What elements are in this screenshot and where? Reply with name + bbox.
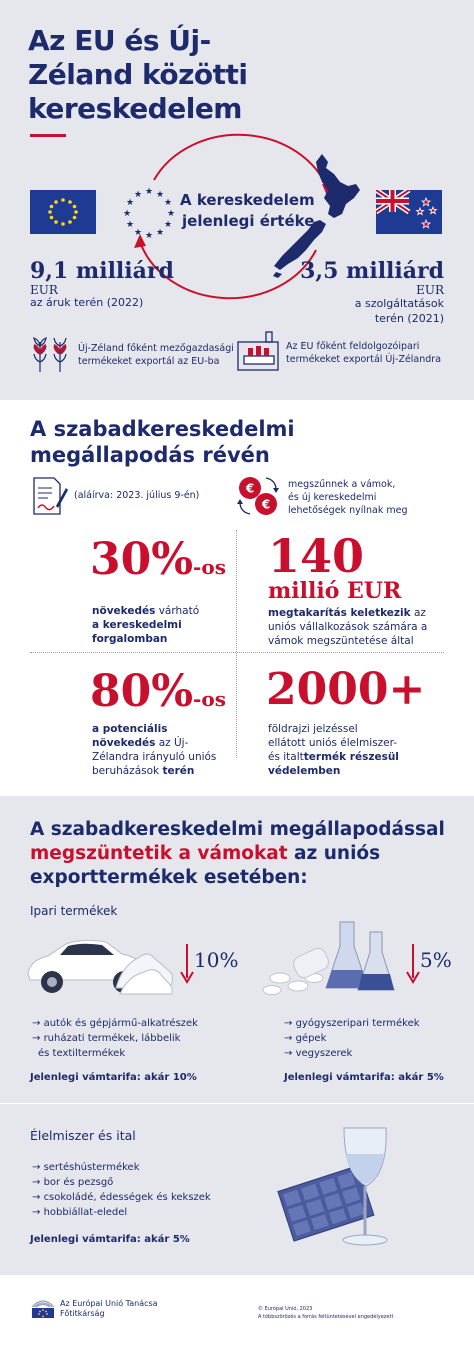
text-line: Főtitkárság (60, 1309, 105, 1318)
horizontal-divider (30, 652, 444, 653)
stat-number: 30% (90, 534, 194, 585)
car-and-shoes-icon (24, 926, 174, 998)
agreement-heading (30, 416, 295, 468)
desc-line: terén (2021) (374, 312, 444, 325)
list-item: → hobbiállat-eledel (32, 1205, 211, 1220)
list-item: → gyógyszeripari termékek (284, 1016, 420, 1031)
savings-stat-unit: millió EUR (268, 578, 402, 604)
text-bold: terén (162, 765, 195, 777)
eu-exports-text (286, 340, 441, 366)
industrial-tariff-pct-right: 5% (420, 948, 452, 972)
left-tariff-label: Jelenlegi vámtarifa: akár 10% (30, 1072, 197, 1083)
trade-growth-stat (90, 534, 226, 586)
text-line: © Európai Unió, 2023 (258, 1306, 313, 1312)
industrial-products-list-left (32, 1016, 198, 1046)
list-item: → autók és gépjármű-alkatrészek (32, 1016, 198, 1031)
eu-flag-icon (30, 190, 96, 234)
signed-document-icon (30, 476, 68, 516)
svg-text:★: ★ (144, 187, 154, 197)
right-tariff-label: Jelenlegi vámtarifa: akár 5% (284, 1072, 444, 1083)
organisation-name (60, 1299, 158, 1319)
text-plain: beruházások (92, 765, 163, 777)
geographical-indications-desc (268, 722, 399, 778)
food-products-list (32, 1160, 211, 1220)
text-bold: megtakarítás keletkezik (268, 607, 411, 619)
goods-trade-desc: az áruk terén (2022) (30, 296, 144, 309)
title-underline (30, 134, 66, 137)
svg-text:€: € (261, 497, 271, 512)
text-line: Az Európai Unió Tanácsa (60, 1299, 158, 1308)
food-drink-section (0, 1103, 474, 1275)
euro-exchange-icon (236, 474, 280, 518)
list-item: → vegyszerek (284, 1046, 420, 1061)
heading-highlight: megszüntetik a vámokat (30, 843, 288, 864)
down-arrow-icon (406, 944, 420, 984)
eu-stars-icon (122, 186, 176, 240)
text-plain: és italt (268, 751, 304, 763)
investment-growth-desc (92, 722, 216, 778)
down-arrow-icon (180, 944, 194, 984)
label-line: A kereskedelem (180, 191, 315, 209)
heading-line: exporttermékek esetében: (30, 867, 308, 888)
text-line: forgalomban (92, 633, 168, 645)
text-line: uniós vállalkozások számára a (268, 621, 428, 633)
tariffs-heading (30, 818, 445, 890)
text-line: termékeket exportál Új-Zélandra (286, 354, 442, 365)
svg-text:★: ★ (163, 198, 173, 208)
tariff-removal-text (288, 478, 408, 517)
signed-date: (aláírva: 2023. július 9-én) (74, 490, 200, 501)
list-item: → sertéshústermékek (32, 1160, 211, 1175)
text-line: termékeket exportál az EU-ba (78, 356, 220, 367)
text-line: megszűnnek a vámok, (288, 479, 396, 490)
goods-trade-unit: EUR (30, 283, 58, 297)
stat-suffix: -os (193, 555, 226, 579)
copyright-text (258, 1305, 393, 1321)
text-line: a kereskedelmi (92, 619, 182, 631)
food-heading: Élelmiszer és ital (30, 1128, 136, 1143)
savings-stat-number: 140 (268, 529, 365, 583)
trade-overview-section (0, 0, 474, 400)
svg-text:★: ★ (144, 231, 154, 240)
trade-value-label (180, 190, 315, 232)
wheat-icon (30, 336, 72, 374)
new-zealand-flag-icon (376, 190, 442, 234)
text-line: ellátott uniós élelmiszer- (268, 737, 398, 749)
text-bold: növekedés (92, 605, 156, 617)
title-line: Az EU és Új- (28, 24, 211, 57)
heading-line: A szabadkereskedelmi megállapodással (30, 819, 445, 840)
svg-text:★: ★ (133, 228, 143, 238)
industrial-products-label: Ipari termékek (30, 904, 118, 918)
text-plain: várható (155, 605, 200, 617)
text-line: és új kereskedelmi (288, 492, 377, 503)
text-line: vámok megszüntetése által (268, 635, 414, 647)
text-line: a potenciális (92, 723, 168, 735)
factory-icon (236, 330, 282, 372)
text-line: védelemben (268, 765, 341, 777)
heading-line: megállapodás révén (30, 443, 270, 467)
stat-number: 80% (90, 666, 194, 717)
council-logo-icon (30, 1297, 56, 1319)
agreement-benefits-section (0, 400, 474, 796)
savings-desc (268, 606, 427, 648)
text-line: földrajzi jelzéssel (268, 723, 358, 735)
svg-text:★: ★ (125, 220, 135, 230)
text-line: Új-Zéland főként mezőgazdasági (78, 343, 234, 354)
stat-suffix: -os (193, 687, 226, 711)
text-line: Az EU főként feldolgozóipari (286, 341, 420, 352)
desc-line: a szolgáltatások (354, 297, 444, 310)
text-line: A többszörözés a forrás feltüntetésével engedélyezett (258, 1314, 394, 1320)
list-item: → ruházati termékek, lábbelik (32, 1031, 198, 1046)
title-line: kereskedelem (28, 92, 242, 125)
svg-text:★: ★ (166, 209, 176, 219)
svg-text:★: ★ (122, 209, 132, 219)
industrial-tariffs-section (0, 796, 474, 1103)
text-plain: az Új- (155, 737, 189, 749)
list-item-continuation: és textiltermékek (38, 1048, 126, 1059)
food-tariff-label: Jelenlegi vámtarifa: akár 5% (30, 1234, 190, 1245)
vertical-divider (236, 530, 237, 758)
geographical-indications-stat: 2000+ (266, 664, 426, 715)
investment-growth-stat (90, 666, 226, 718)
heading-plain: az uniós (287, 843, 381, 864)
pharma-and-chemicals-icon (258, 916, 398, 1000)
nz-exports-text (78, 342, 234, 368)
heading-line: A szabadkereskedelmi (30, 417, 295, 441)
label-line: jelenlegi értéke (182, 212, 315, 230)
services-trade-amount: 3,5 milliárd (300, 258, 444, 284)
services-trade-desc (355, 296, 444, 326)
svg-text:★: ★ (133, 190, 143, 200)
industrial-tariff-pct-left: 10% (194, 948, 239, 972)
svg-text:★: ★ (125, 198, 135, 208)
text-bold: növekedés (92, 737, 156, 749)
text-bold: termék részesül (303, 751, 399, 763)
footer (0, 1275, 474, 1347)
svg-text:€: € (245, 481, 255, 496)
industrial-products-list-right (284, 1016, 420, 1061)
list-item: → bor és pezsgő (32, 1175, 211, 1190)
list-item: → gépek (284, 1031, 420, 1046)
title-line: Zéland közötti (28, 58, 248, 91)
svg-text:★: ★ (163, 220, 173, 230)
chocolate-and-wine-icon (274, 1124, 404, 1254)
text-plain: az (410, 607, 426, 619)
text-line: Zélandra irányuló uniós (92, 751, 217, 763)
trade-growth-desc (92, 604, 199, 646)
svg-text:★: ★ (155, 228, 165, 238)
svg-text:★: ★ (155, 190, 165, 200)
services-trade-unit: EUR (416, 283, 444, 297)
goods-trade-amount: 9,1 milliárd (30, 258, 174, 284)
list-item: → csokoládé, édességek és kekszek (32, 1190, 211, 1205)
text-line: lehetőségek nyílnak meg (288, 505, 408, 516)
page-title (28, 24, 248, 126)
